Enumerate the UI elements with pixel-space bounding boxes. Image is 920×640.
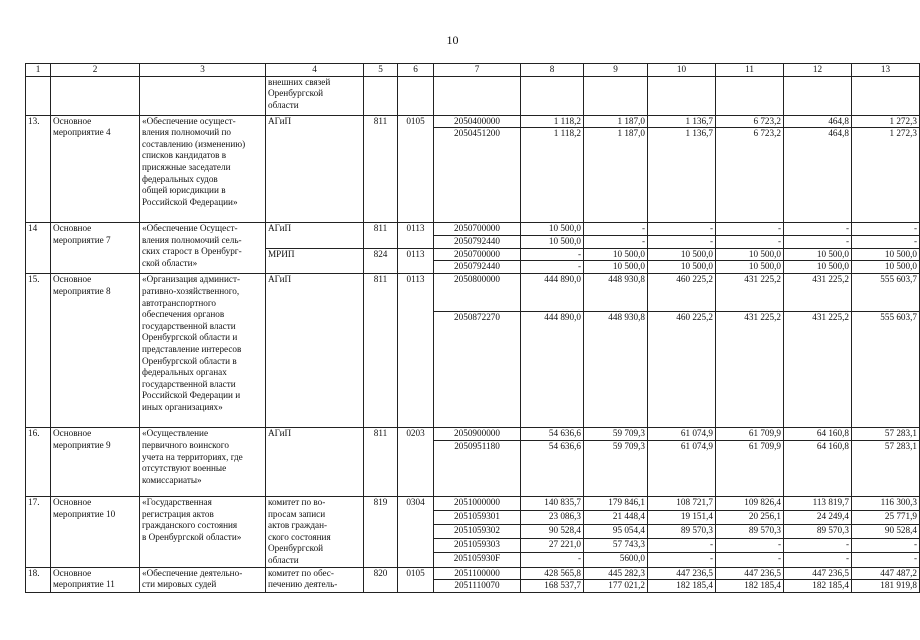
amount-cell: 61 074,9 [648,440,716,496]
kbk-code-cell: 2050900000 [434,428,521,441]
amount-cell: - [521,261,584,274]
column-header: 6 [398,64,434,77]
budget-table [25,63,920,593]
table-cell [852,76,920,115]
executor-cell: АГиП [266,274,364,428]
kbk-code-cell: 2051059301 [434,511,521,525]
amount-cell: 10 500,0 [716,261,784,274]
table-cell [784,76,852,115]
amount-cell: 5600,0 [584,553,648,567]
amount-cell: 89 570,3 [784,525,852,539]
amount-cell: 10 500,0 [784,261,852,274]
amount-cell: 431 225,2 [784,274,852,312]
amount-cell: 447 236,5 [648,567,716,580]
amount-cell: 428 565,8 [521,567,584,580]
activity-type-cell: Основное мероприятие 11 [51,567,140,593]
amount-cell: 116 300,3 [852,496,920,510]
amount-cell: - [648,553,716,567]
amount-cell: 447 236,5 [784,567,852,580]
table-row [26,223,920,236]
kbk-code-cell: 205105930F [434,553,521,567]
executor-cell: внешних связей Оренбургской области [266,76,364,115]
kbk-code-cell: 2050951180 [434,440,521,496]
activity-name-cell: «Организация админист- ративно-хозяйственного, автотранспортного обеспечения органов государственной власти Оренбургской области и представление интересов Оренбургской области в федеральных органах государственной власти Российской Федерации и иных организациях» [140,274,266,428]
row-number-cell: 15. [26,274,51,428]
amount-cell: 54 636,6 [521,440,584,496]
amount-cell: 23 086,3 [521,511,584,525]
amount-cell: 59 709,3 [584,428,648,441]
amount-cell: - [648,223,716,236]
amount-cell: 447 236,5 [716,567,784,580]
activity-name-cell: «Обеспечение Осущест- вления полномочий сель- ских старост в Оренбург- ской области» [140,223,266,274]
activity-type-cell: Основное мероприятие 7 [51,223,140,274]
amount-cell: 182 185,4 [648,580,716,593]
continuation-row [26,76,920,115]
amount-cell: 555 603,7 [852,312,920,428]
amount-cell: - [716,553,784,567]
table-row [26,274,920,312]
column-header: 5 [364,64,398,77]
kbk-code-cell: 2051059303 [434,539,521,553]
amount-cell: 6 723,2 [716,128,784,223]
section-cell: 0105 [398,567,434,593]
amount-cell: 1 187,0 [584,115,648,128]
amount-cell: 95 054,4 [584,525,648,539]
executor-cell: АГиП [266,115,364,223]
column-header: 13 [852,64,920,77]
activity-type-cell: Основное мероприятие 9 [51,428,140,497]
amount-cell: 464,8 [784,115,852,128]
amount-cell: - [584,235,648,248]
amount-cell: - [716,539,784,553]
grbs-cell: 811 [364,223,398,249]
table-cell [648,76,716,115]
amount-cell: 177 021,2 [584,580,648,593]
grbs-cell: 819 [364,496,398,567]
amount-cell: 57 283,1 [852,428,920,441]
amount-cell: 19 151,4 [648,511,716,525]
table-row [26,496,920,510]
executor-cell: комитет по во- просам записи актов граждан- ского состояния Оренбургской области [266,496,364,567]
table-row [26,115,920,128]
amount-cell: 90 528,4 [852,525,920,539]
amount-cell: 448 930,8 [584,274,648,312]
amount-cell: 445 282,3 [584,567,648,580]
table-row [26,567,920,580]
amount-cell: 10 500,0 [852,248,920,261]
amount-cell: 460 225,2 [648,312,716,428]
amount-cell: 555 603,7 [852,274,920,312]
amount-cell: - [521,248,584,261]
executor-cell: комитет по обес- печению деятель- [266,567,364,593]
amount-cell: 182 185,4 [716,580,784,593]
column-header: 10 [648,64,716,77]
amount-cell: 10 500,0 [716,248,784,261]
row-number-cell: 13. [26,115,51,223]
amount-cell: 61 074,9 [648,428,716,441]
amount-cell: - [784,539,852,553]
amount-cell: 64 160,8 [784,440,852,496]
activity-name-cell: «Обеспечение осущест- вления полномочий по составлению (изменению) списков кандидатов в присяжные заседатели федеральных судов общей юрисдикции в Российской Федерации» [140,115,266,223]
section-cell: 0105 [398,115,434,223]
amount-cell: - [784,235,852,248]
kbk-code-cell: 2050700000 [434,248,521,261]
table-cell [434,76,521,115]
amount-cell: 448 930,8 [584,312,648,428]
amount-cell: 1 187,0 [584,128,648,223]
table-cell [364,76,398,115]
amount-cell: 464,8 [784,128,852,223]
column-header: 1 [26,64,51,77]
amount-cell: 59 709,3 [584,440,648,496]
amount-cell: 109 826,4 [716,496,784,510]
column-header: 4 [266,64,364,77]
row-number-cell: 14 [26,223,51,274]
kbk-code-cell: 2051059302 [434,525,521,539]
kbk-code-cell: 2050400000 [434,115,521,128]
header-row [26,64,920,77]
kbk-code-cell: 2050872270 [434,312,521,428]
kbk-code-cell: 2050792440 [434,261,521,274]
section-cell: 0304 [398,496,434,567]
amount-cell: 444 890,0 [521,312,584,428]
amount-cell: 89 570,3 [716,525,784,539]
amount-cell: 10 500,0 [648,261,716,274]
amount-cell: 10 500,0 [584,248,648,261]
table-cell [398,76,434,115]
activity-name-cell: «Осуществление первичного воинского учета на территориях, где отсутствуют военные комиссариаты» [140,428,266,497]
row-number-cell: 18. [26,567,51,593]
amount-cell: 108 721,7 [648,496,716,510]
amount-cell: 57 743,3 [584,539,648,553]
amount-cell: - [584,223,648,236]
column-header: 11 [716,64,784,77]
amount-cell: 1 136,7 [648,115,716,128]
amount-cell: - [784,223,852,236]
kbk-code-cell: 2050700000 [434,223,521,236]
grbs-cell: 811 [364,428,398,497]
column-header: 3 [140,64,266,77]
column-header: 12 [784,64,852,77]
amount-cell: 54 636,6 [521,428,584,441]
amount-cell: 27 221,0 [521,539,584,553]
section-cell: 0113 [398,223,434,249]
activity-type-cell: Основное мероприятие 4 [51,115,140,223]
amount-cell: 1 136,7 [648,128,716,223]
section-cell: 0113 [398,248,434,274]
table-cell [584,76,648,115]
executor-cell: МРИП [266,248,364,274]
grbs-cell: 820 [364,567,398,593]
amount-cell: 431 225,2 [784,312,852,428]
amount-cell: 140 835,7 [521,496,584,510]
executor-cell: АГиП [266,223,364,249]
activity-type-cell: Основное мероприятие 10 [51,496,140,567]
amount-cell: 447 487,2 [852,567,920,580]
amount-cell: 20 256,1 [716,511,784,525]
amount-cell: 10 500,0 [584,261,648,274]
activity-name-cell [140,76,266,115]
page-number: 10 [446,33,459,47]
column-header: 9 [584,64,648,77]
amount-cell: 21 448,4 [584,511,648,525]
amount-cell: 431 225,2 [716,274,784,312]
amount-cell: 61 709,9 [716,428,784,441]
amount-cell: 444 890,0 [521,274,584,312]
amount-cell: 10 500,0 [521,235,584,248]
table-row [26,428,920,441]
kbk-code-cell: 2050451200 [434,128,521,223]
activity-type-cell: Основное мероприятие 8 [51,274,140,428]
kbk-code-cell: 2051100000 [434,567,521,580]
grbs-cell: 824 [364,248,398,274]
grbs-cell: 811 [364,115,398,223]
amount-cell: 182 185,4 [784,580,852,593]
kbk-code-cell: 2050800000 [434,274,521,312]
amount-cell: - [716,223,784,236]
table-cell [521,76,584,115]
amount-cell: - [852,223,920,236]
column-header: 2 [51,64,140,77]
kbk-code-cell: 2050792440 [434,235,521,248]
amount-cell: 10 500,0 [784,248,852,261]
amount-cell: 24 249,4 [784,511,852,525]
column-header: 8 [521,64,584,77]
amount-cell: 1 272,3 [852,128,920,223]
amount-cell: - [852,553,920,567]
amount-cell: - [852,539,920,553]
row-number-cell: 16. [26,428,51,497]
activity-name-cell: «Государственная регистрация актов гражданского состояния в Оренбургской области» [140,496,266,567]
amount-cell: 10 500,0 [648,248,716,261]
amount-cell: 6 723,2 [716,115,784,128]
amount-cell: 1 118,2 [521,128,584,223]
amount-cell: 89 570,3 [648,525,716,539]
amount-cell: - [852,235,920,248]
amount-cell: 460 225,2 [648,274,716,312]
column-header: 7 [434,64,521,77]
amount-cell: 25 771,9 [852,511,920,525]
activity-name-cell: «Обеспечение деятельно- сти мировых судей [140,567,266,593]
amount-cell: 64 160,8 [784,428,852,441]
row-number-cell [26,76,51,115]
amount-cell: - [521,553,584,567]
amount-cell: 179 846,1 [584,496,648,510]
section-cell: 0113 [398,274,434,428]
kbk-code-cell: 2051000000 [434,496,521,510]
executor-cell: АГиП [266,428,364,497]
amount-cell: 10 500,0 [852,261,920,274]
kbk-code-cell: 2051110070 [434,580,521,593]
section-cell: 0203 [398,428,434,497]
grbs-cell: 811 [364,274,398,428]
amount-cell: - [716,235,784,248]
amount-cell: 113 819,7 [784,496,852,510]
amount-cell: 431 225,2 [716,312,784,428]
row-number-cell: 17. [26,496,51,567]
amount-cell: - [648,235,716,248]
table-cell [716,76,784,115]
amount-cell: 168 537,7 [521,580,584,593]
amount-cell: - [784,553,852,567]
amount-cell: 1 272,3 [852,115,920,128]
amount-cell: 61 709,9 [716,440,784,496]
amount-cell: 10 500,0 [521,223,584,236]
amount-cell: - [648,539,716,553]
amount-cell: 1 118,2 [521,115,584,128]
amount-cell: 90 528,4 [521,525,584,539]
amount-cell: 57 283,1 [852,440,920,496]
activity-type-cell [51,76,140,115]
amount-cell: 181 919,8 [852,580,920,593]
